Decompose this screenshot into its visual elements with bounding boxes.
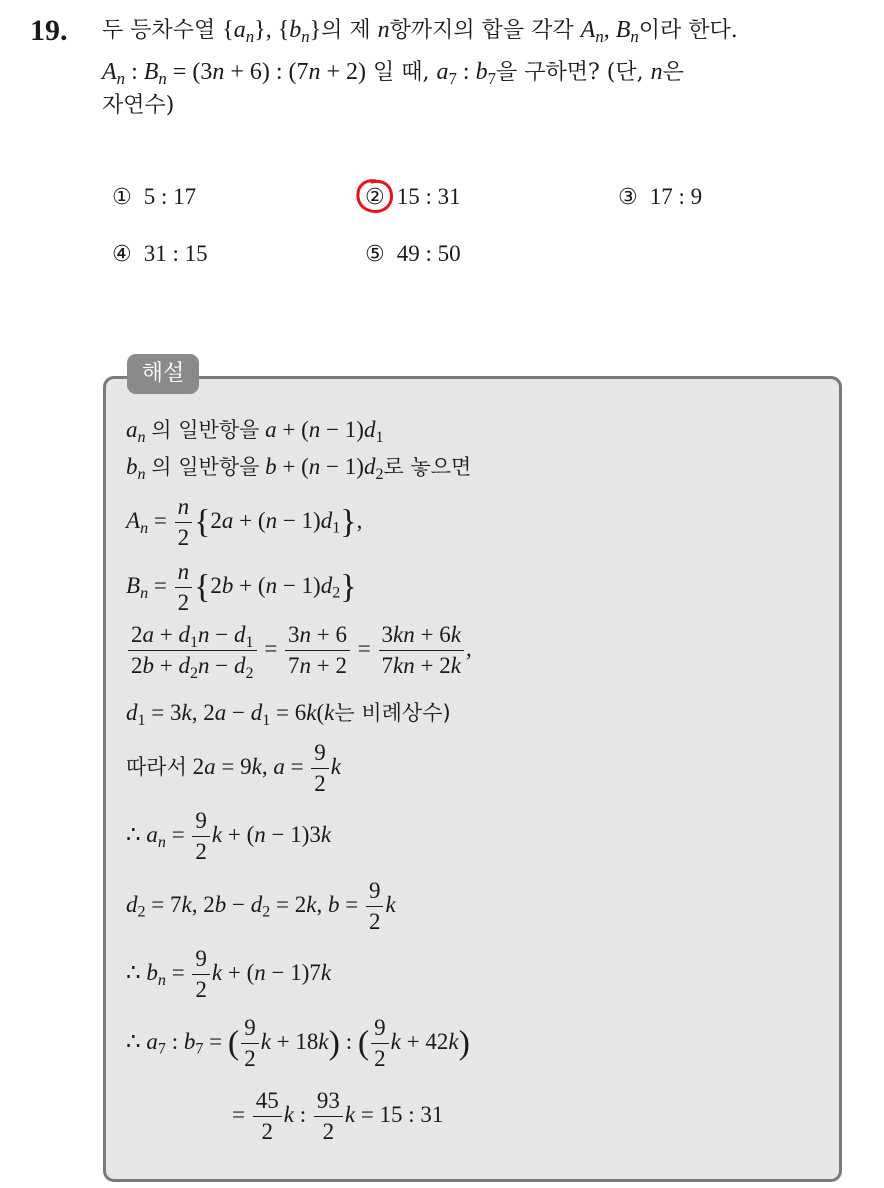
choice-5[interactable]: ⑤ 49 : 50	[365, 241, 461, 267]
question-line-2: $A_n$ : $B_n = (3n + 6)$ : (7n + 2) 일 때, $a_7$ : $b_7$을 구하면? (단, n은	[102, 59, 684, 89]
solution-line-10: ∴ $b_n$ = $\frac{9}{2}$ k + (n − 1)7k	[126, 946, 332, 1002]
solution-line-9: $d_2 = 7k$, $2b - d_2 = 2k$, b = $\frac{9}{2}$ k	[126, 878, 396, 934]
solution-line-5: $\frac{2a + d_1n - d_1}{2b + d_2n - d_2}$ = $\frac{3n + 6}{7n + 2}$ = $\frac{3kn + 6k}{7kn + 2k}$ ,	[126, 620, 472, 681]
solution-line-2: $b_n$ 의 일반항을 $b + (n - 1)d_2$로 놓으면	[126, 454, 472, 483]
choice-3[interactable]: ③ 17 : 9	[618, 184, 703, 210]
solution-line-3: $A_n$ = $\frac{n}{2}$ $\{2a + (n - 1)d_1\}$,	[126, 494, 363, 550]
solution-line-8: ∴ $a_n$ = $\frac{9}{2}$ k + (n − 1)3k	[126, 808, 332, 864]
solution-line-4: $B_n$ = $\frac{n}{2}$ $\{2b + (n - 1)d_2\}$	[126, 559, 357, 615]
question-text: 두 등차수열	[102, 18, 223, 43]
solution-line-11: ∴ $a_7$ : $b_7$ = ( $\frac{9}{2}$ k + 18k) : ( $\frac{9}{2}$ k + 42k)	[126, 1015, 470, 1071]
solution-line-12: = $\frac{45}{2}$ k : $\frac{93}{2}$ k = 15 : 31	[232, 1088, 444, 1144]
choice-4[interactable]: ④ 31 : 15	[112, 241, 208, 267]
solution-tab: 해설	[127, 354, 199, 394]
solution-line-7: 따라서 2a = 9k, a = $\frac{9}{2}$ k	[126, 740, 342, 796]
choice-2[interactable]: ② 15 : 31	[365, 184, 461, 210]
question-line-3: 자연수)	[102, 93, 175, 118]
question-number: 19.	[30, 14, 68, 47]
solution-line-1: $a_n$ 의 일반항을 $a + (n - 1)d_1$	[126, 417, 384, 446]
answer-circle-mark	[354, 177, 396, 215]
question-line-1: 두 등차수열 $\{a_n\}$, $\{b_n\}$의 제 n항까지의 합을 각각 $A_n$, $B_n$이라 한다.	[102, 17, 738, 47]
choice-1[interactable]: ① 5 : 17	[112, 184, 197, 210]
solution-line-6: $d_1 = 3k$, $2a - d_1 = 6k(k$는 비례상수)	[126, 700, 451, 729]
